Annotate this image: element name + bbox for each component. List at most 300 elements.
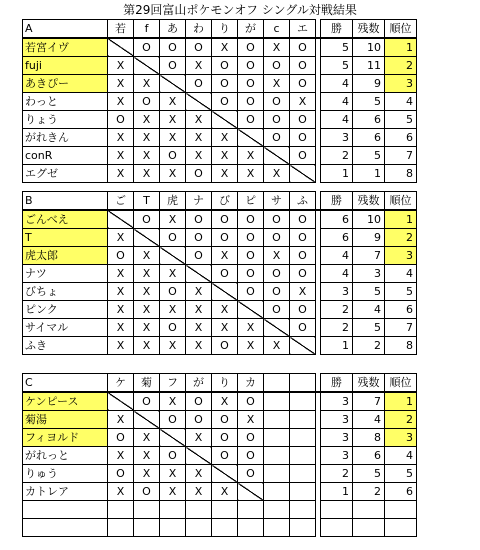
result-cell: X <box>238 165 264 183</box>
result-cell: O <box>290 301 316 319</box>
player-name: あきぴー <box>23 75 108 93</box>
self-match-cell <box>186 265 212 283</box>
self-match-cell <box>186 93 212 111</box>
result-cell <box>264 447 290 465</box>
column-header: り <box>212 374 238 393</box>
result-cell: X <box>186 57 212 75</box>
result-cell: X <box>108 319 134 337</box>
result-cell: O <box>186 165 212 183</box>
remaining-cell: 9 <box>353 229 385 247</box>
result-cell: O <box>290 147 316 165</box>
table-row <box>23 57 417 75</box>
rank-header: 順位 <box>385 20 417 39</box>
result-cell: O <box>160 283 186 301</box>
result-cell: X <box>238 337 264 355</box>
player-name: カトレア <box>23 483 108 501</box>
group-label: A <box>23 20 108 39</box>
wins-cell: 4 <box>321 111 353 129</box>
result-cell: O <box>160 319 186 337</box>
result-cell: O <box>186 392 212 411</box>
result-cell: O <box>160 57 186 75</box>
result-cell <box>290 483 316 501</box>
result-cell: O <box>186 411 212 429</box>
result-cell: X <box>238 319 264 337</box>
result-cell: X <box>134 283 160 301</box>
result-cell: O <box>290 57 316 75</box>
result-cell: O <box>290 319 316 337</box>
player-name: ナツ <box>23 265 108 283</box>
remaining-cell: 6 <box>353 447 385 465</box>
result-cell: X <box>108 75 134 93</box>
player-name: がれっと <box>23 447 108 465</box>
result-cell: X <box>160 392 186 411</box>
result-cell: X <box>264 337 290 355</box>
table-row <box>23 519 417 537</box>
wins-cell: 5 <box>321 38 353 57</box>
result-cell: X <box>160 465 186 483</box>
self-match-cell <box>108 210 134 229</box>
wins-cell: 5 <box>321 57 353 75</box>
result-cell: O <box>238 392 264 411</box>
result-cell: X <box>160 165 186 183</box>
result-cell: O <box>108 429 134 447</box>
remaining-cell: 4 <box>353 301 385 319</box>
self-match-cell <box>108 38 134 57</box>
result-cell: X <box>134 129 160 147</box>
result-cell: O <box>134 483 160 501</box>
table-row <box>23 411 417 429</box>
wins-cell: 1 <box>321 483 353 501</box>
remaining-cell: 3 <box>353 265 385 283</box>
column-header <box>264 374 290 393</box>
result-cell <box>134 501 160 519</box>
result-cell: O <box>264 129 290 147</box>
result-cell: O <box>264 57 290 75</box>
result-cell: O <box>212 210 238 229</box>
wins-cell: 2 <box>321 465 353 483</box>
rank-cell: 4 <box>385 447 417 465</box>
remaining-cell: 5 <box>353 465 385 483</box>
result-cell <box>290 519 316 537</box>
wins-header: 勝 <box>321 192 353 211</box>
column-header: び <box>212 192 238 211</box>
player-name: りゅう <box>23 465 108 483</box>
rank-cell: 7 <box>385 147 417 165</box>
result-cell: X <box>212 147 238 165</box>
remaining-cell: 7 <box>353 247 385 265</box>
rank-cell: 5 <box>385 465 417 483</box>
header-row <box>23 192 417 211</box>
wins-cell: 3 <box>321 283 353 301</box>
table-row <box>23 265 417 283</box>
remaining-cell: 10 <box>353 38 385 57</box>
player-name: エグゼ <box>23 165 108 183</box>
result-cell: X <box>108 229 134 247</box>
result-cell: X <box>264 247 290 265</box>
result-cell: O <box>134 210 160 229</box>
player-name: 虎太郎 <box>23 247 108 265</box>
result-cell <box>160 501 186 519</box>
result-cell: O <box>212 75 238 93</box>
result-cell: X <box>134 447 160 465</box>
remaining-cell: 2 <box>353 483 385 501</box>
rank-header: 順位 <box>385 192 417 211</box>
column-header: 虎 <box>160 192 186 211</box>
result-cell <box>290 429 316 447</box>
remaining-cell: 10 <box>353 210 385 229</box>
page-title: 第29回富山ポケモンオフ シングル対戦結果 <box>123 3 357 17</box>
table-row <box>23 111 417 129</box>
player-name: 若宮イヴ <box>23 38 108 57</box>
self-match-cell <box>160 247 186 265</box>
result-cell: X <box>212 38 238 57</box>
player-name: わっと <box>23 93 108 111</box>
result-cell: X <box>264 38 290 57</box>
result-cell: X <box>212 319 238 337</box>
table-row <box>23 483 417 501</box>
rank-cell: 4 <box>385 93 417 111</box>
result-cell: O <box>134 38 160 57</box>
rank-cell: 5 <box>385 111 417 129</box>
result-cell <box>134 519 160 537</box>
player-name: びちょ <box>23 283 108 301</box>
wins-header: 勝 <box>321 20 353 39</box>
rank-cell: 3 <box>385 247 417 265</box>
result-cell: X <box>186 337 212 355</box>
column-header: ご <box>108 192 134 211</box>
result-cell: O <box>238 111 264 129</box>
result-cell: O <box>238 447 264 465</box>
remaining-cell: 6 <box>353 129 385 147</box>
result-cell: X <box>186 465 212 483</box>
result-cell <box>264 392 290 411</box>
table-row <box>23 301 417 319</box>
wins-cell: 4 <box>321 93 353 111</box>
table-row <box>23 501 417 519</box>
rank-cell: 6 <box>385 301 417 319</box>
self-match-cell <box>134 411 160 429</box>
result-cell: O <box>160 447 186 465</box>
result-cell <box>290 465 316 483</box>
result-cell: X <box>290 283 316 301</box>
self-match-cell <box>134 57 160 75</box>
result-cell: X <box>186 301 212 319</box>
result-cell <box>290 501 316 519</box>
result-cell: O <box>186 38 212 57</box>
result-cell: O <box>108 465 134 483</box>
wins-cell: 4 <box>321 265 353 283</box>
result-cell: X <box>160 111 186 129</box>
result-cell <box>264 483 290 501</box>
table-row <box>23 337 417 355</box>
result-cell: X <box>108 147 134 165</box>
table-row <box>23 129 417 147</box>
result-cell: X <box>160 301 186 319</box>
result-cell <box>108 501 134 519</box>
remaining-cell: 5 <box>353 93 385 111</box>
remaining-cell: 5 <box>353 319 385 337</box>
result-cell: O <box>108 111 134 129</box>
result-cell: O <box>212 229 238 247</box>
wins-cell: 2 <box>321 301 353 319</box>
result-cell: O <box>186 247 212 265</box>
result-cell <box>264 501 290 519</box>
table-row <box>23 447 417 465</box>
player-name: りょう <box>23 111 108 129</box>
group-b-table <box>22 191 417 355</box>
player-name: ごんべえ <box>23 210 108 229</box>
rank-cell: 7 <box>385 319 417 337</box>
result-cell: X <box>108 337 134 355</box>
table-row <box>23 165 417 183</box>
result-cell: X <box>186 319 212 337</box>
result-cell: O <box>264 111 290 129</box>
result-cell <box>238 501 264 519</box>
column-header: が <box>238 20 264 39</box>
result-cell: O <box>290 265 316 283</box>
column-header: エ <box>290 20 316 39</box>
result-cell: X <box>186 147 212 165</box>
remaining-header: 残数 <box>353 192 385 211</box>
result-cell: X <box>108 57 134 75</box>
result-cell: X <box>160 483 186 501</box>
result-cell: O <box>290 38 316 57</box>
result-cell: X <box>108 483 134 501</box>
group-label: B <box>23 192 108 211</box>
remaining-cell: 7 <box>353 392 385 411</box>
result-cell: O <box>160 229 186 247</box>
wins-cell: 6 <box>321 229 353 247</box>
rank-cell: 3 <box>385 429 417 447</box>
table-row <box>23 247 417 265</box>
remaining-cell: 4 <box>353 411 385 429</box>
column-header: が <box>186 374 212 393</box>
remaining-cell: 1 <box>353 165 385 183</box>
rank-cell: 8 <box>385 337 417 355</box>
wins-cell <box>321 501 353 519</box>
player-name: T <box>23 229 108 247</box>
self-match-cell <box>134 229 160 247</box>
result-cell: O <box>212 429 238 447</box>
result-cell <box>160 519 186 537</box>
result-cell <box>264 465 290 483</box>
result-cell: X <box>160 210 186 229</box>
wins-cell: 3 <box>321 129 353 147</box>
result-cell <box>212 519 238 537</box>
rank-cell: 2 <box>385 229 417 247</box>
result-cell: X <box>108 301 134 319</box>
self-match-cell <box>290 165 316 183</box>
result-cell: O <box>264 210 290 229</box>
wins-cell: 6 <box>321 210 353 229</box>
table-row <box>23 229 417 247</box>
remaining-cell: 8 <box>353 429 385 447</box>
table-row <box>23 465 417 483</box>
group-label: C <box>23 374 108 393</box>
group-c-table <box>22 373 417 537</box>
self-match-cell <box>238 301 264 319</box>
rank-cell: 6 <box>385 129 417 147</box>
player-name: ピンク <box>23 301 108 319</box>
remaining-cell: 5 <box>353 283 385 301</box>
result-cell <box>264 519 290 537</box>
result-cell: X <box>160 93 186 111</box>
column-header: カ <box>238 374 264 393</box>
result-cell: X <box>134 111 160 129</box>
rank-header: 順位 <box>385 374 417 393</box>
result-cell: X <box>134 75 160 93</box>
table-row <box>23 210 417 229</box>
result-cell: X <box>134 265 160 283</box>
result-cell <box>290 447 316 465</box>
result-cell: O <box>186 229 212 247</box>
result-cell: O <box>290 247 316 265</box>
result-cell: X <box>160 337 186 355</box>
result-cell: X <box>264 165 290 183</box>
rank-cell: 3 <box>385 75 417 93</box>
result-cell: O <box>134 93 160 111</box>
player-name: 菊湯 <box>23 411 108 429</box>
result-cell: X <box>186 483 212 501</box>
self-match-cell <box>212 283 238 301</box>
result-cell: X <box>134 301 160 319</box>
result-cell: X <box>134 247 160 265</box>
result-cell <box>108 519 134 537</box>
column-header: f <box>134 20 160 39</box>
result-cell: O <box>186 75 212 93</box>
rank-cell: 4 <box>385 265 417 283</box>
result-cell: O <box>264 301 290 319</box>
table-row <box>23 283 417 301</box>
self-match-cell <box>264 319 290 337</box>
result-cell: O <box>290 229 316 247</box>
result-cell: X <box>108 93 134 111</box>
result-cell: O <box>238 283 264 301</box>
result-cell: X <box>134 319 160 337</box>
player-name: conR <box>23 147 108 165</box>
result-cell: O <box>238 229 264 247</box>
result-cell: O <box>238 429 264 447</box>
table-row <box>23 38 417 57</box>
self-match-cell <box>186 447 212 465</box>
result-cell: O <box>212 57 238 75</box>
result-cell: X <box>212 165 238 183</box>
self-match-cell <box>238 483 264 501</box>
remaining-cell: 9 <box>353 75 385 93</box>
remaining-cell <box>353 501 385 519</box>
result-cell: X <box>212 301 238 319</box>
column-header: ケ <box>108 374 134 393</box>
result-cell: X <box>160 265 186 283</box>
player-name: ケンピース <box>23 392 108 411</box>
column-header: 若 <box>108 20 134 39</box>
result-cell: X <box>134 429 160 447</box>
result-cell: X <box>212 129 238 147</box>
result-cell <box>186 501 212 519</box>
column-header: c <box>264 20 290 39</box>
self-match-cell <box>212 465 238 483</box>
result-cell: X <box>212 247 238 265</box>
result-cell: X <box>108 265 134 283</box>
wins-cell: 4 <box>321 75 353 93</box>
column-header <box>290 374 316 393</box>
player-name: ふき <box>23 337 108 355</box>
column-header: わ <box>186 20 212 39</box>
result-cell: O <box>238 57 264 75</box>
wins-header: 勝 <box>321 374 353 393</box>
result-cell: O <box>264 283 290 301</box>
column-header: ナ <box>186 192 212 211</box>
result-cell: X <box>186 111 212 129</box>
result-cell: X <box>134 147 160 165</box>
result-cell: X <box>134 337 160 355</box>
rank-cell: 1 <box>385 38 417 57</box>
wins-cell: 3 <box>321 429 353 447</box>
self-match-cell <box>212 111 238 129</box>
result-cell <box>212 501 238 519</box>
self-match-cell <box>264 147 290 165</box>
result-cell: X <box>186 129 212 147</box>
table-row <box>23 147 417 165</box>
result-cell: O <box>290 111 316 129</box>
result-cell: O <box>160 411 186 429</box>
wins-cell: 2 <box>321 147 353 165</box>
rank-cell: 8 <box>385 165 417 183</box>
self-match-cell <box>160 75 186 93</box>
column-header: 菊 <box>134 374 160 393</box>
remaining-cell: 11 <box>353 57 385 75</box>
remaining-header: 残数 <box>353 374 385 393</box>
result-cell: X <box>238 147 264 165</box>
result-cell: X <box>134 465 160 483</box>
result-cell <box>238 519 264 537</box>
rank-cell: 1 <box>385 210 417 229</box>
column-header: サ <box>264 192 290 211</box>
result-cell: O <box>290 210 316 229</box>
self-match-cell <box>108 392 134 411</box>
result-cell: O <box>186 210 212 229</box>
result-cell: X <box>108 411 134 429</box>
self-match-cell <box>160 429 186 447</box>
result-cell: O <box>108 247 134 265</box>
result-cell: X <box>108 165 134 183</box>
result-cell: X <box>108 129 134 147</box>
result-cell: X <box>238 411 264 429</box>
result-cell: O <box>238 247 264 265</box>
result-cell: X <box>186 283 212 301</box>
result-cell: O <box>290 129 316 147</box>
player-name <box>23 519 108 537</box>
result-cell: O <box>212 447 238 465</box>
result-cell: O <box>212 411 238 429</box>
remaining-header: 残数 <box>353 20 385 39</box>
column-header: ふ <box>290 192 316 211</box>
remaining-cell: 5 <box>353 147 385 165</box>
wins-cell: 4 <box>321 247 353 265</box>
table-row <box>23 429 417 447</box>
result-cell: O <box>290 75 316 93</box>
self-match-cell <box>290 337 316 355</box>
rank-cell <box>385 519 417 537</box>
result-cell: O <box>264 229 290 247</box>
result-cell: O <box>238 465 264 483</box>
result-cell: O <box>238 265 264 283</box>
result-cell: O <box>212 265 238 283</box>
result-cell: O <box>160 38 186 57</box>
rank-cell: 2 <box>385 57 417 75</box>
result-cell: X <box>186 429 212 447</box>
table-row <box>23 319 417 337</box>
